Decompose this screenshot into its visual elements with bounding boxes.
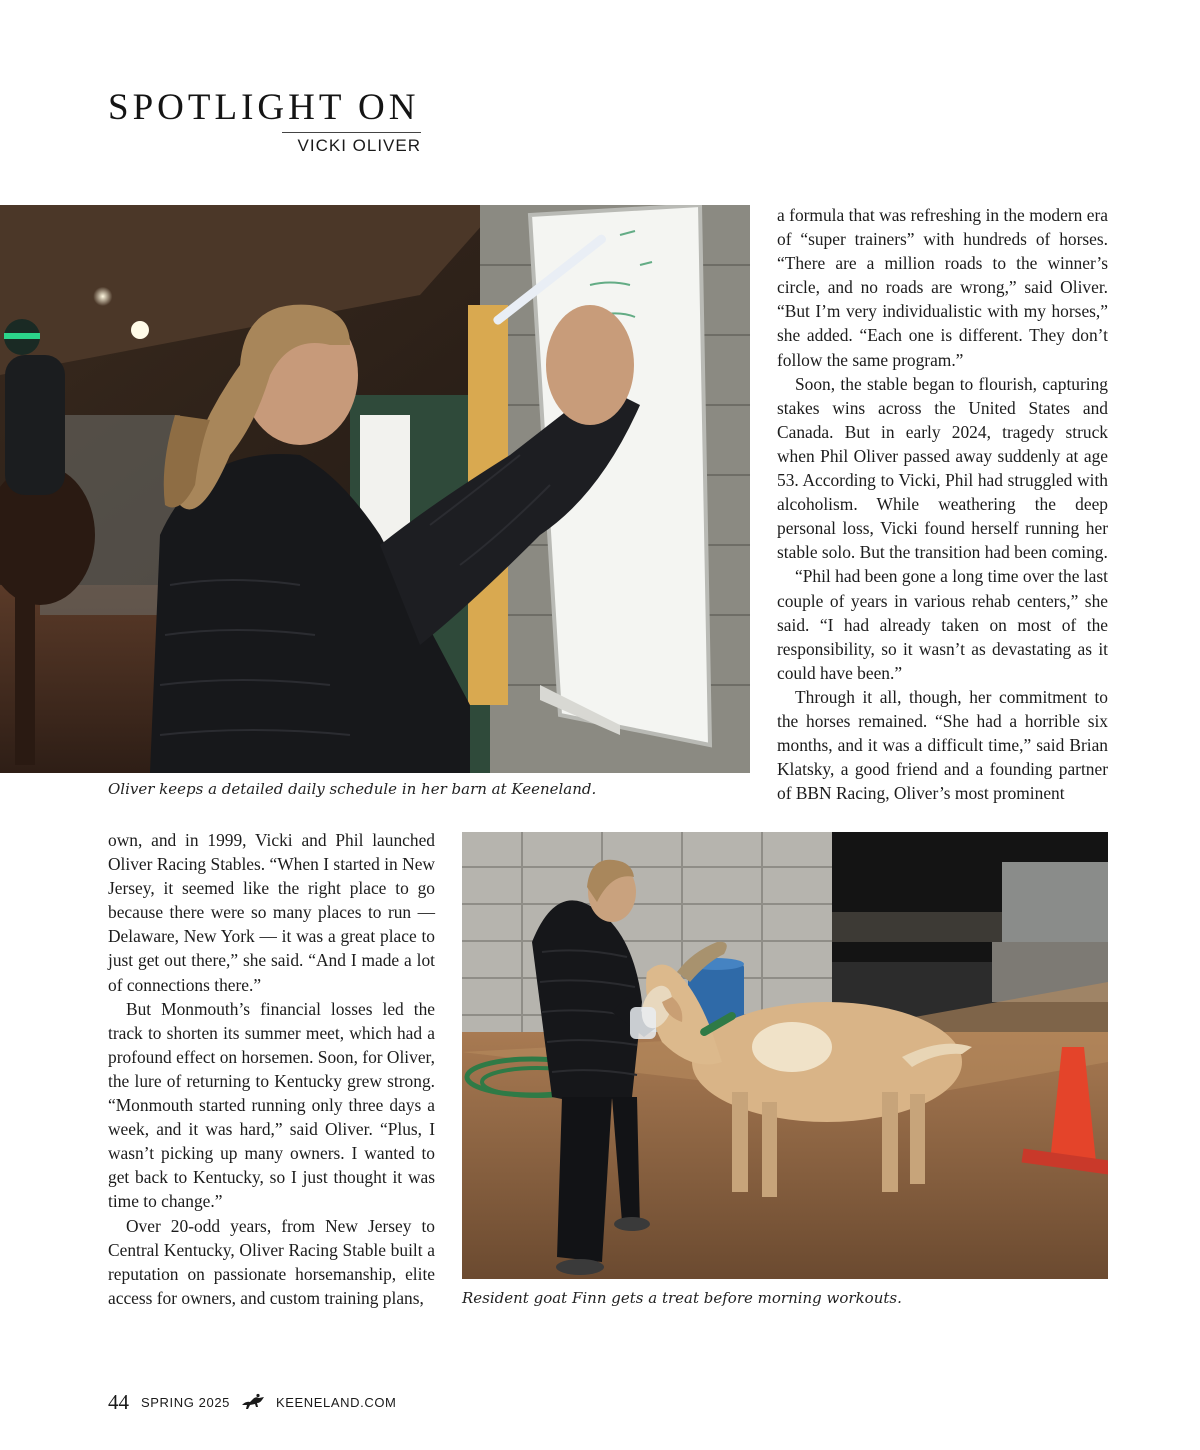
paragraph: a formula that was refreshing in the modern era of “super trainers” with hundreds of horses. “There are a million roads to the winner’s circle, and no roads are wrong,” said Oliver. “But I’m very individualistic with my horses,” she added. “Each one is different. They don’t follow the same program.” <box>777 205 1108 370</box>
paragraph: Over 20-odd years, from New Jersey to Central Kentucky, Oliver Racing Stable built a reputation on passionate horsemanship, elite access for owners, and custom training plans, <box>108 1215 435 1308</box>
article-column-left <box>108 828 435 1310</box>
page-number: 44 <box>108 1389 129 1414</box>
photo-goat-treat <box>462 832 1108 1279</box>
issue-label: SPRING 2025 <box>141 1394 230 1410</box>
paragraph: “Phil had been gone a long time over the last couple of years in various rehab centers,” she said. “I had already taken on most of the responsibility, so it wasn’t as devastating as it could have been.” <box>777 566 1108 683</box>
header-divider <box>282 132 421 133</box>
photo-schedule-whiteboard <box>0 205 750 773</box>
article-column-right <box>777 203 1108 805</box>
page-footer <box>108 1390 396 1414</box>
website-label: KEENELAND.COM <box>275 1394 397 1410</box>
paragraph: own, and in 1999, Vicki and Phil launched Oliver Racing Stables. “When I started in New Jersey, it seemed like the right place to go because there were so many places to run — Delaware, New York — it was a great place to just get out there,” she said. “And I made a lot of connections there.” <box>108 830 435 995</box>
photo-caption: Resident goat Finn gets a treat before morning workouts. <box>462 1289 902 1307</box>
photo-caption: Oliver keeps a detailed daily schedule in her barn at Keeneland. <box>108 780 597 798</box>
section-title: SPOTLIGHT ON <box>108 87 420 128</box>
paragraph: Through it all, though, her commitment to the horses remained. “She had a horrible six months, and it was a difficult time,” said Brian Klatsky, a good friend and a founding partner of BBN Racing, Oliver’s most prominent <box>777 686 1108 804</box>
subject-name: VICKI OLIVER <box>297 136 421 155</box>
horse-and-jockey-icon <box>240 1393 268 1411</box>
paragraph: Soon, the stable began to flourish, capturing stakes wins across the United States and Canada. But in early 2024, tragedy struck when Phil Oliver passed away suddenly at age 53. According to Vicki, Phil had struggled with alcoholism. While weathering the deep personal loss, Vicki found herself running her stable solo. But the transition had been coming. <box>777 373 1108 563</box>
paragraph: But Monmouth’s financial losses led the track to shorten its summer meet, which had a profound effect on horsemen. Soon, for Oliver, the lure of returning to Kentucky grew strong. “Monmouth started running only three days a week, and it was hard,” said Oliver. “Plus, I wasn’t picking up many owners. I wanted to get back to Kentucky, so I just thought it was time to change.” <box>108 998 435 1212</box>
